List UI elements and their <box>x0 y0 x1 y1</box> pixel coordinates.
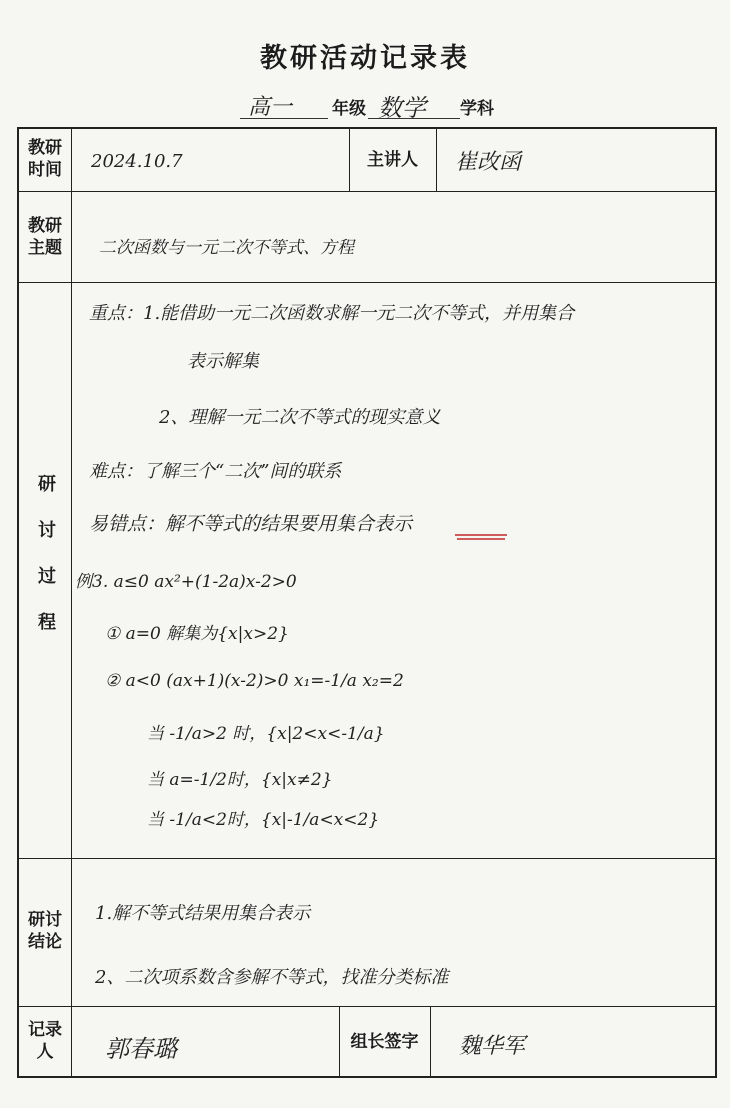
speaker-value: 崔改函 <box>455 150 522 175</box>
process-line: 重点：1.能借助一元二次函数求解一元二次不等式，并用集合 <box>89 303 575 324</box>
row-divider <box>19 282 715 283</box>
subtitle <box>240 88 570 122</box>
process-line: ① a=0 解集为{x|x>2} <box>105 624 289 644</box>
process-line: 例3. a≤0 ax²+(1-2a)x-2>0 <box>75 572 297 592</box>
leader-signature: 魏华军 <box>459 1034 526 1059</box>
conclusion-line: 2、二次项系数含参解不等式，找准分类标准 <box>95 967 449 988</box>
speaker-divider <box>436 129 437 191</box>
topic-label: 教研主题 <box>28 216 62 258</box>
time-label: 教研时间 <box>28 138 62 180</box>
process-line: 当 -1/a>2 时，{x|2<x<-1/a} <box>147 724 385 744</box>
subject-value: 数学 <box>378 94 426 122</box>
grade-label: 年级 <box>332 99 366 119</box>
record-form <box>17 127 717 1078</box>
process-line: ② a<0 (ax+1)(x-2)>0 x₁=-1/a x₂=2 <box>105 671 404 691</box>
leader-divider <box>430 1006 431 1078</box>
process-line: 当 a=-1/2时，{x|x≠2} <box>147 770 333 790</box>
red-underline-mark <box>455 532 507 542</box>
row-divider <box>19 191 715 192</box>
label-column-divider <box>71 129 72 1076</box>
process-line: 2、理解一元二次不等式的现实意义 <box>159 407 441 428</box>
process-label-text: 研讨过程 <box>35 474 56 658</box>
recorder-signature: 郭春璐 <box>105 1035 177 1063</box>
conclusion-line: 1.解不等式结果用集合表示 <box>95 903 311 924</box>
grade-underline <box>240 118 328 119</box>
process-line: 当 -1/a<2时，{x|-1/a<x<2} <box>147 810 380 830</box>
row-divider <box>19 1006 715 1007</box>
recorder-label: 记录人 <box>28 1020 62 1062</box>
subject-underline <box>368 118 460 119</box>
subject-label: 学科 <box>460 99 494 119</box>
leader-label: 组长签字 <box>350 1032 419 1052</box>
process-line: 难点：了解三个“二次”间的联系 <box>89 461 342 482</box>
topic-value: 二次函数与一元二次不等式、方程 <box>99 238 354 258</box>
form-title: 教研活动记录表 <box>260 43 470 74</box>
speaker-label: 主讲人 <box>367 150 418 170</box>
time-value: 2024.10.7 <box>91 151 183 172</box>
process-label <box>19 474 71 679</box>
process-line: 表示解集 <box>187 351 259 372</box>
conclusion-label: 研讨结论 <box>28 910 62 952</box>
row-divider <box>19 858 715 859</box>
process-line: 易错点：解不等式的结果要用集合表示 <box>89 513 413 535</box>
grade-value: 高一 <box>248 95 293 120</box>
